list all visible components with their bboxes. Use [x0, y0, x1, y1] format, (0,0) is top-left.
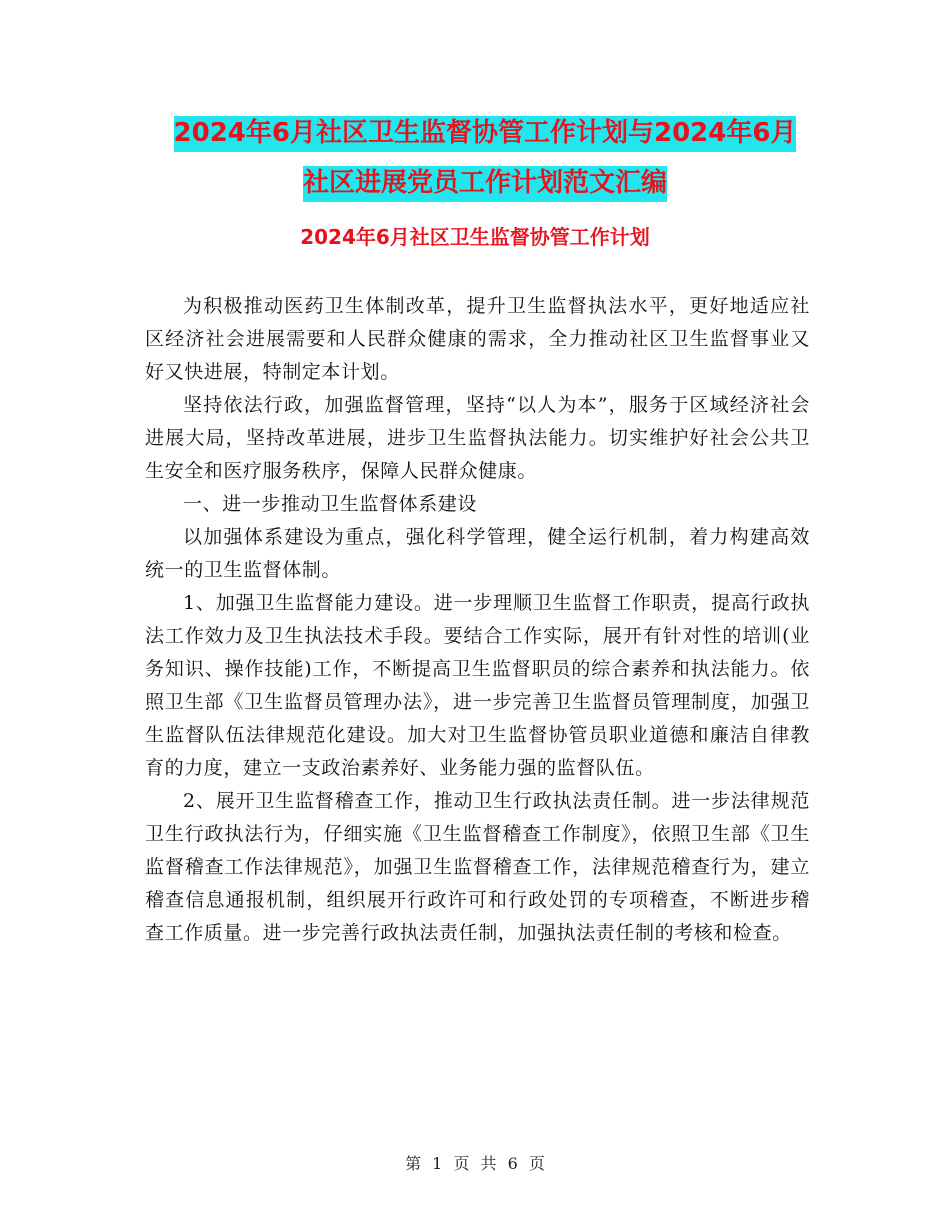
paragraph: 为积极推动医药卫生体制改革，提升卫生监督执法水平，更好地适应社区经济社会进展需要和人民群众健康的需求，全力推动社区卫生监督事业又好又快进展，特制定本计划。: [145, 295, 810, 383]
document-title: [140, 108, 830, 208]
section-title: 2024年6月社区卫生监督协管工作计划: [300, 225, 650, 249]
title-line-1: 2024年6月社区卫生监督协管工作计划与2024年6月: [174, 116, 797, 152]
paragraph: 2、展开卫生监督稽查工作，推动卫生行政执法责任制。进一步法律规范卫生行政执法行为，仔细实施《卫生监督稽查工作制度》，依照卫生部《卫生监督稽查工作法律规范》，加强卫生监督稽查工作，法律规范稽查行为，建立稽查信息通报机制，组织展开行政许可和行政处罚的专项稽查，不断进步稽查工作质量。进一步完善行政执法责任制，加强执法责任制的考核和检查。: [145, 790, 810, 944]
document-body: [145, 290, 810, 950]
paragraph: 1、加强卫生监督能力建设。进一步理顺卫生监督工作职责，提高行政执法工作效力及卫生执法技术手段。要结合工作实际，展开有针对性的培训(业务知识、操作技能)工作，不断提高卫生监督职员的综合素养和执法能力。依照卫生部《卫生监督员管理办法》，进一步完善卫生监督员管理制度，加强卫生监督队伍法律规范化建设。加大对卫生监督协管员职业道德和廉洁自律教育的力度，建立一支政治素养好、业务能力强的监督队伍。: [145, 592, 810, 779]
title-line-2: 社区进展党员工作计划范文汇编: [303, 166, 667, 202]
paragraph: 坚持依法行政，加强监督管理，坚持“以人为本”，服务于区域经济社会进展大局，坚持改革进展，进步卫生监督执法能力。切实维护好社会公共卫生安全和医疗服务秩序，保障人民群众健康。: [145, 394, 810, 482]
section-heading: 一、进一步推动卫生监督体系建设: [183, 493, 478, 515]
page-number: 第 1 页 共 6 页: [405, 1154, 545, 1173]
paragraph: 以加强体系建设为重点，强化科学管理，健全运行机制，着力构建高效统一的卫生监督体制。: [145, 526, 810, 581]
